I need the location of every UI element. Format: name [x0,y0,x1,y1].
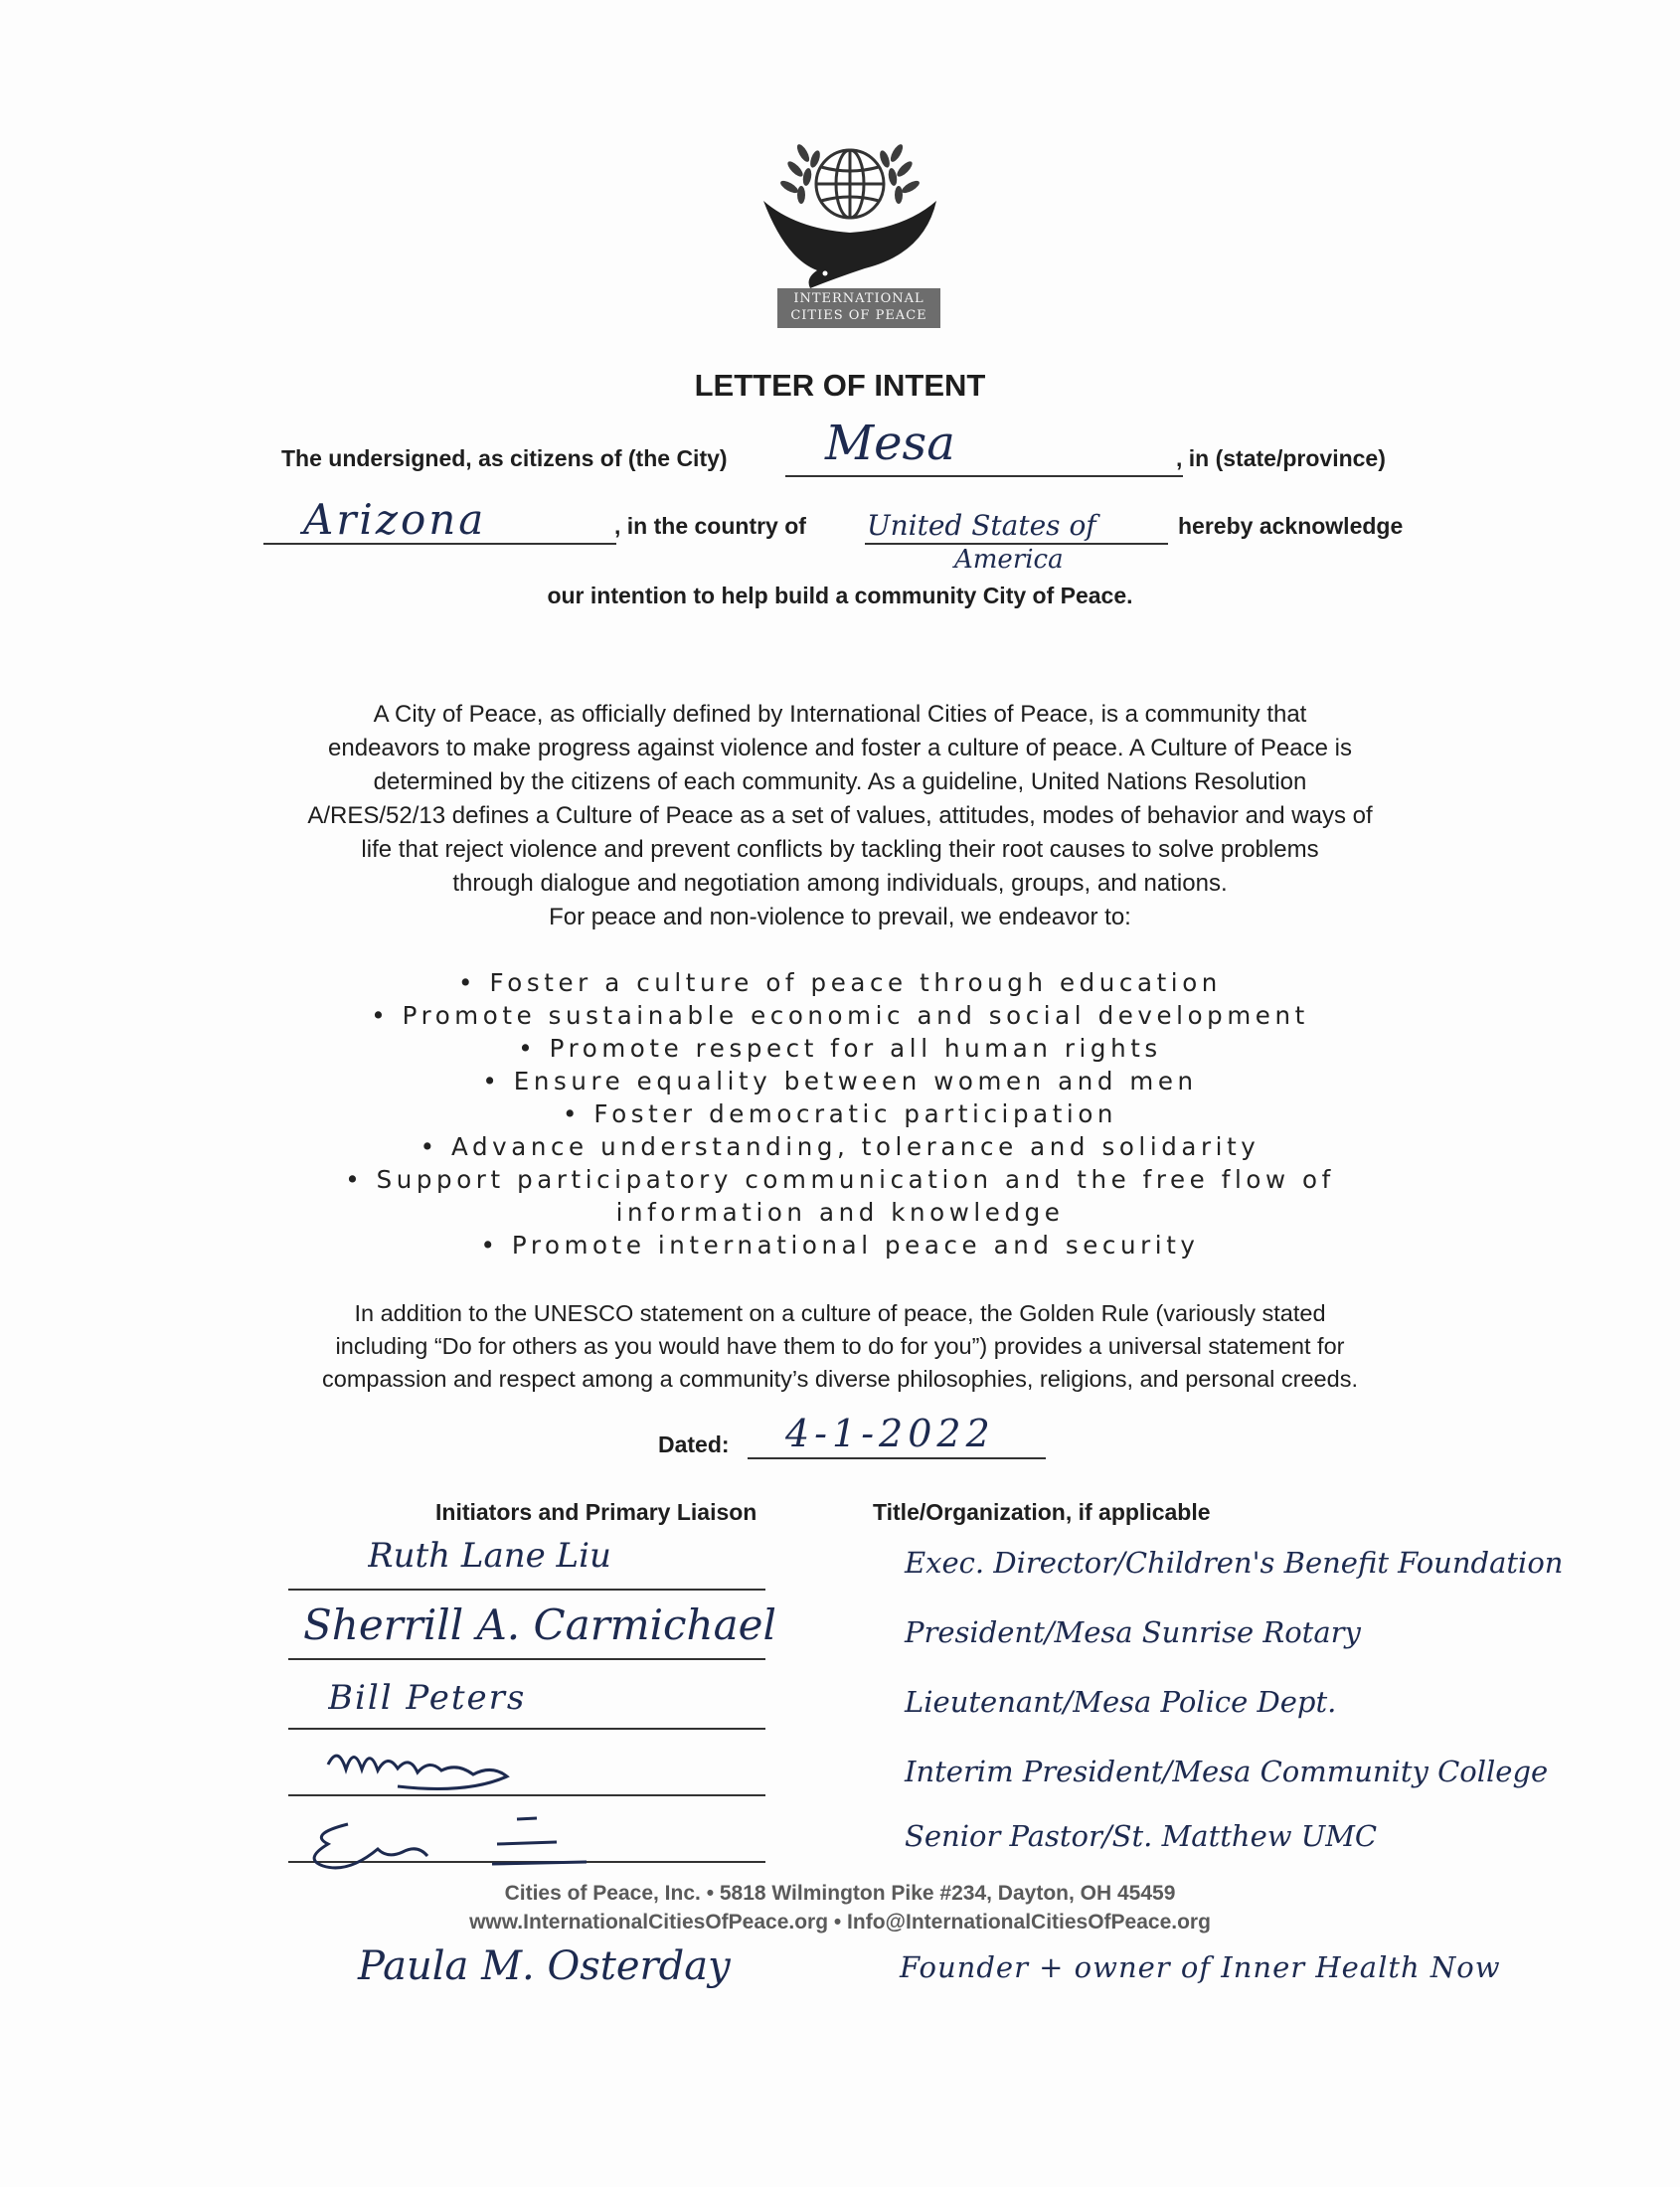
signature-3: Bill Peters [328,1678,527,1718]
title-entry-2: President/Mesa Sunrise Rotary [905,1615,1361,1649]
title-entry-4: Interim President/Mesa Community College [905,1755,1549,1788]
signature-line [288,1589,765,1591]
definition-line: through dialogue and negotiation among individuals, groups, and nations. [452,870,1228,897]
laurel-left-icon [778,142,821,204]
footer-web-email: www.InternationalCitiesOfPeace.org • Info@InternationalCitiesOfPeace.org [469,1911,1211,1934]
page-title: LETTER OF INTENT [694,368,986,403]
logo-text-line1: INTERNATIONAL [793,291,924,306]
declaration-line1-suffix: , in (state/province) [1176,445,1386,471]
declaration-line3: our intention to help build a community City of Peace. [547,583,1133,608]
definition-line: For peace and non-violence to prevail, we endeavor to: [549,904,1131,930]
state-handwritten: Arizona [303,495,487,544]
definition-line: life that reject violence and prevent conflicts by tackling their root causes to solve problems [361,836,1319,863]
logo-wordmark [777,288,940,328]
declaration-line1-prefix: The undersigned, as citizens of (the City) [281,445,728,471]
signature-5-scribble [288,1804,666,1879]
list-item: • Support participatory communication and the free flow of [345,1165,1335,1194]
list-item: • Advance understanding, tolerance and solidarity [420,1132,1260,1161]
list-item: • Foster a culture of peace through education [458,968,1222,997]
definition-line: A City of Peace, as officially defined by International Cities of Peace, is a community that [373,701,1307,728]
logo-text-line2: CITIES OF PEACE [790,308,927,323]
city-underline [785,475,1183,477]
title-column-header: Title/Organization, if applicable [873,1499,1211,1525]
country-handwritten-line1: United States of [867,509,1096,542]
definition-paragraph [239,698,1441,934]
country-handwritten-line2: America [954,545,1064,575]
extra-title-entry: Founder + owner of Inner Health Now [900,1950,1501,1984]
title-entry-5: Senior Pastor/St. Matthew UMC [905,1819,1378,1853]
list-item: • Promote international peace and security [480,1231,1200,1260]
signature-4-scribble [318,1735,577,1804]
definition-line: A/RES/52/13 defines a Culture of Peace as a set of values, attitudes, modes of behavior and ways of [307,802,1373,829]
golden-rule-line: compassion and respect among a community’s diverse philosophies, religions, and personal creeds. [322,1366,1358,1392]
golden-rule-line: In addition to the UNESCO statement on a culture of peace, the Golden Rule (variously stated [354,1300,1326,1326]
signature-2: Sherrill A. Carmichael [303,1600,776,1649]
title-entry-1: Exec. Director/Children's Benefit Foundation [905,1546,1564,1580]
date-underline [748,1457,1046,1459]
golden-rule-paragraph [239,1297,1441,1396]
declaration-line2-suffix: hereby acknowledge [1178,513,1404,539]
definition-line: determined by the citizens of each community. As a guideline, United Nations Resolution [373,768,1307,795]
list-item: • Ensure equality between women and men [482,1067,1198,1095]
golden-rule-line: including “Do for others as you would have them to do for you”) provides a universal statement for [335,1333,1345,1359]
signature-1: Ruth Lane Liu [368,1536,611,1576]
extra-signature: Paula M. Osterday [358,1943,731,1989]
globe-icon [816,150,884,218]
laurel-right-icon [878,142,921,204]
signature-line [288,1658,765,1660]
list-item: • Promote sustainable economic and social development [371,1001,1309,1030]
date-handwritten: 4-1-2022 [785,1412,995,1455]
dated-label: Dated: [658,1431,730,1457]
signature-line [288,1728,765,1730]
footer-address: Cities of Peace, Inc. • 5818 Wilmington Pike #234, Dayton, OH 45459 [504,1882,1176,1905]
definition-line: endeavors to make progress against violence and foster a culture of peace. A Culture of Peace is [328,735,1352,761]
list-item: • Promote respect for all human rights [518,1034,1162,1063]
city-handwritten: Mesa [825,416,955,471]
declaration-line2-mid: , in the country of [614,513,806,539]
list-item: • Foster democratic participation [562,1099,1118,1128]
list-item: information and knowledge [615,1198,1065,1227]
initiators-column-header: Initiators and Primary Liaison [435,1499,757,1525]
title-entry-3: Lieutenant/Mesa Police Dept. [905,1685,1337,1719]
peace-goals-list [239,966,1441,1262]
